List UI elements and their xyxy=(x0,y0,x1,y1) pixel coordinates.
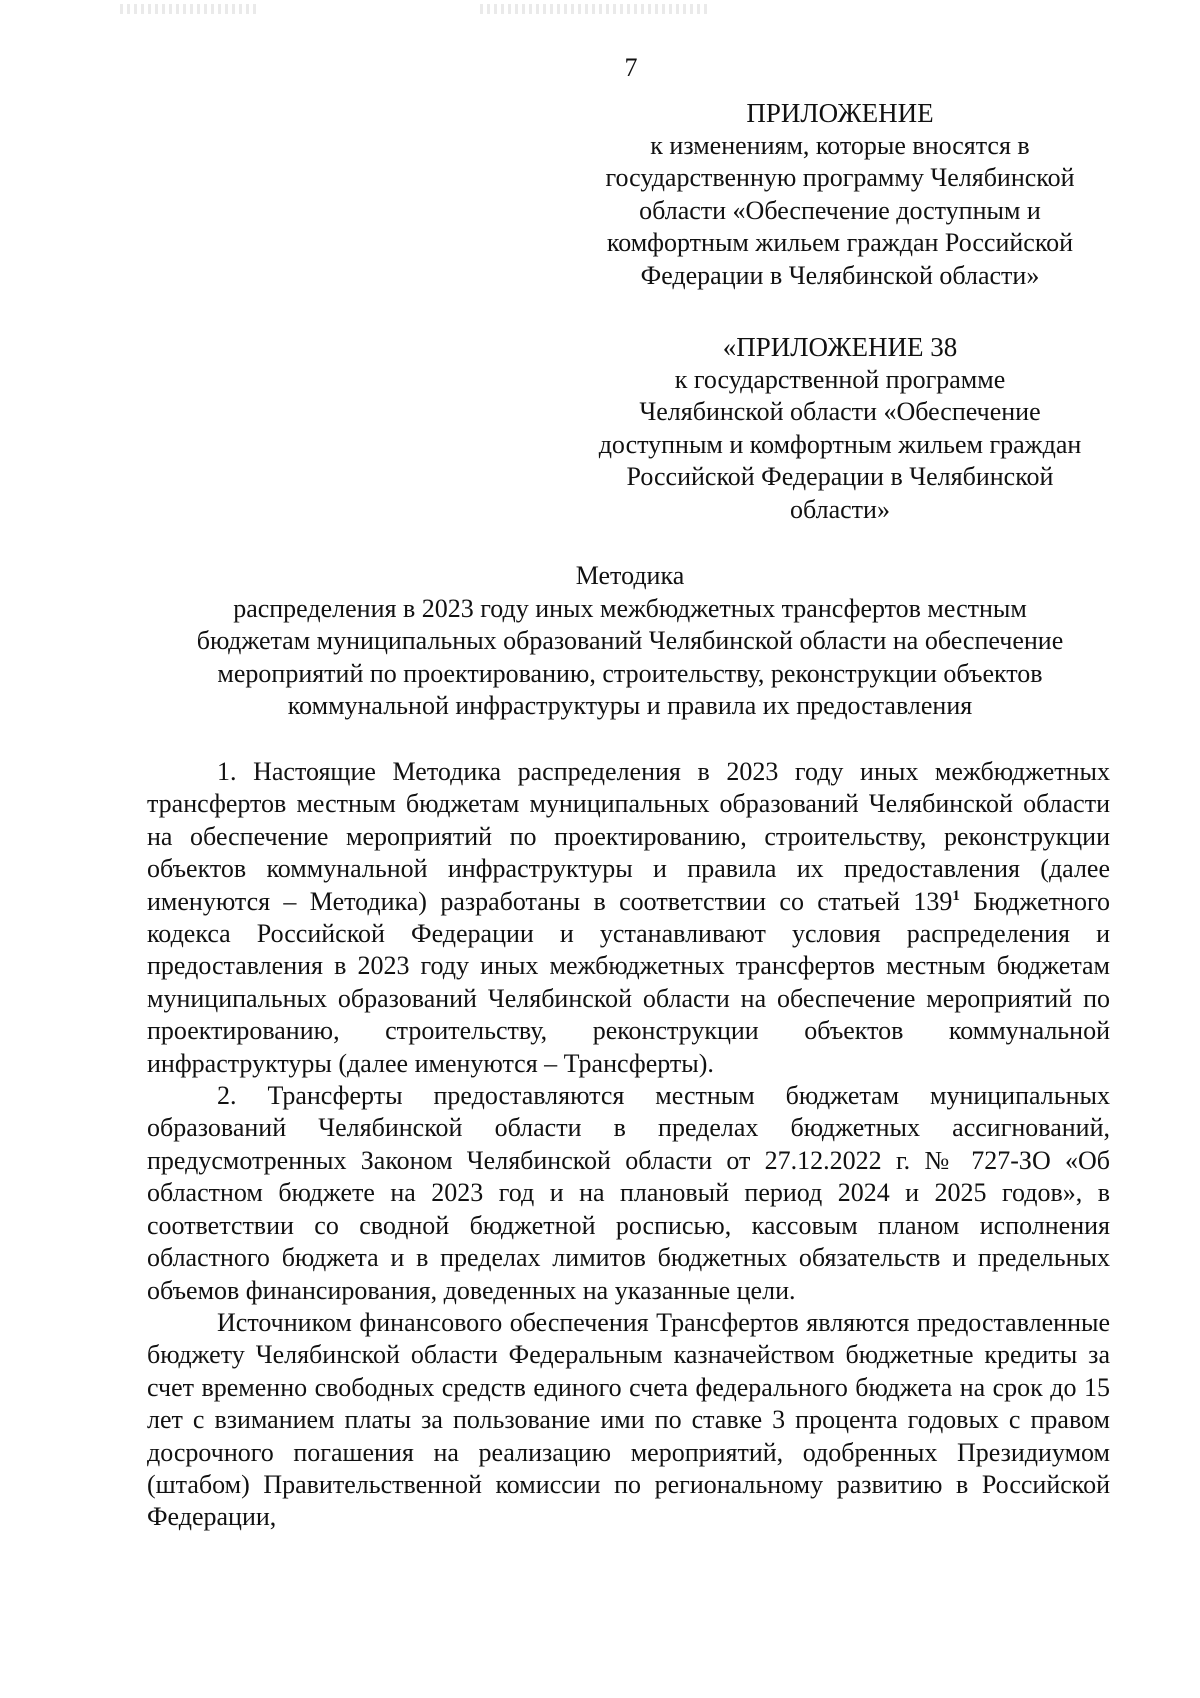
appendix-line: Федерации в Челябинской области» xyxy=(640,260,1040,290)
appendix-38-line: Челябинской области «Обеспечение xyxy=(639,397,1041,426)
paragraph-1-text-continued: Бюджетного кодекса Российской Федерации и устанавливают условия распределения и предоставления в 2023 году иных межбюджетных трансфертов местным бюджетам муниципальных образований Челябинской области на обеспечение мероприятий по проектированию, строительству, реконструкции объектов коммунальной инфраструктуры (далее именуются – Трансферты). xyxy=(147,886,1110,1078)
document-title xyxy=(150,560,1110,723)
scan-artifact xyxy=(120,4,260,14)
article-superscript: 1 xyxy=(952,887,960,904)
scan-artifact xyxy=(480,4,710,14)
appendix-line: государственную программу Челябинской xyxy=(605,163,1075,192)
appendix-line: комфортным жильем граждан Российской xyxy=(606,228,1074,257)
appendix-line: области «Обеспечение доступным и xyxy=(639,195,1041,225)
appendix-heading: ПРИЛОЖЕНИЕ xyxy=(746,98,934,128)
document-title-line: коммунальной инфраструктуры и правила их предоставления xyxy=(287,691,973,720)
document-title-heading: Методика xyxy=(575,561,685,590)
page-number: 7 xyxy=(624,53,638,82)
document-title-line: бюджетам муниципальных образований Челябинской области на обеспечение xyxy=(196,626,1064,655)
paragraph-3: Источником финансового обеспечения Трансфертов являются предоставленные бюджету Челябинской области Федеральным казначейством бюджетные кредиты за счет временно свободных средств единого счета федерального бюджета на срок до 15 лет с взиманием платы за пользование ими по ставке 3 процента годовых с правом досрочного погашения на реализацию мероприятий, одобренных Президиумом (штабом) Правительственной комиссии по региональному развитию в Российской Федерации, xyxy=(147,1307,1110,1532)
document-title-line: мероприятий по проектированию, строительству, реконструкции объектов xyxy=(217,658,1043,688)
appendix-38-line: области» xyxy=(790,494,890,524)
appendix-line: к изменениям, которые вносятся в xyxy=(650,130,1030,160)
appendix-header xyxy=(580,97,1100,292)
paragraph-1-text: 1. Настоящие Методика распределения в 2023 году иных межбюджетных трансфертов местным бюджетам муниципальных образований Челябинской области на обеспечение мероприятий по проектированию, строительству, реконструкции объектов коммунальной инфраструктуры и правила их предоставления (далее именуются – Методика) разработаны в соответствии со статьей 139 xyxy=(147,757,1110,916)
document-title-line: распределения в 2023 году иных межбюджетных трансфертов местным xyxy=(233,593,1027,623)
appendix-38-line: к государственной программе xyxy=(674,364,1006,394)
appendix-38-heading: «ПРИЛОЖЕНИЕ 38 xyxy=(722,332,958,362)
paragraph-2: 2. Трансферты предоставляются местным бюджетам муниципальных образований Челябинской области в пределах бюджетных ассигнований, предусмотренных Законом Челябинской области от 27.12.2022 г. № 727-ЗО «Об областном бюджете на 2023 год и на плановый период 2024 и 2025 годов», в соответствии со сводной бюджетной росписью, кассовым планом исполнения областного бюджета и в пределах лимитов бюджетных обязательств и предельных объемов финансирования, доведенных на указанные цели. xyxy=(147,1081,1110,1305)
document-body xyxy=(147,756,1110,1534)
paragraph-1 xyxy=(147,756,1110,1080)
appendix-38-line: доступным и комфортным жильем граждан xyxy=(598,429,1082,459)
appendix-38-line: Российской Федерации в Челябинской xyxy=(626,462,1054,491)
appendix-38-header xyxy=(580,331,1100,526)
